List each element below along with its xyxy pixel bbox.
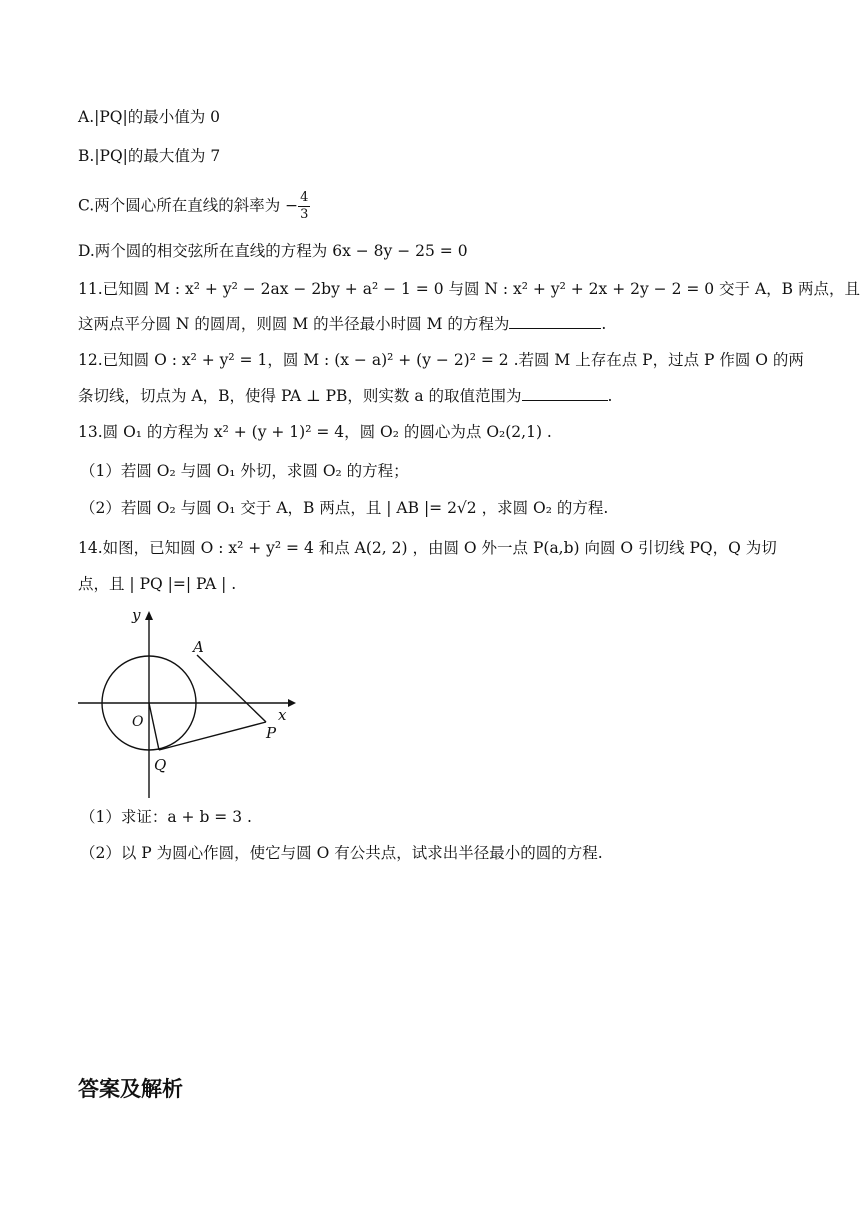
answer-blank[interactable] xyxy=(509,328,601,329)
q14-part2: （2）以 P 为圆心作圆，使它与圆 O 有公共点，试求出半径最小的圆的方程. xyxy=(80,844,603,862)
q12-line2-text: 条切线，切点为 A，B，使得 PA ⊥ PB，则实数 a 的取值范围为 xyxy=(78,387,522,405)
q13-stem: 13.圆 O₁ 的方程为 x² + (y + 1)² = 4，圆 O₂ 的圆心为点 O₂(2,1) . xyxy=(78,423,552,441)
q12-end: . xyxy=(607,387,613,405)
q11-line2-text: 这两点平分圆 N 的圆周，则圆 M 的半径最小时圆 M 的方程为 xyxy=(78,315,510,333)
option-a: A.|PQ|的最小值为 0 xyxy=(78,108,220,126)
option-b: B.|PQ|的最大值为 7 xyxy=(78,147,221,165)
q14-line2: 点，且 | PQ |=| PA | . xyxy=(78,575,237,593)
segment-oq xyxy=(149,703,159,750)
segment-pq xyxy=(159,722,266,750)
fraction-denominator: 3 xyxy=(300,207,309,222)
q11-line2 xyxy=(78,313,606,335)
x-axis-arrow xyxy=(288,699,296,707)
q13-part2: （2）若圆 O₂ 与圆 O₁ 交于 A，B 两点，且 | AB |= 2√2 ，求圆 O₂ 的方程. xyxy=(80,499,609,517)
option-d: D.两个圆的相交弦所在直线的方程为 6x − 8y − 25 = 0 xyxy=(78,242,468,260)
q12-line2 xyxy=(78,385,612,407)
option-c-text: C.两个圆心所在直线的斜率为 − xyxy=(78,196,299,215)
fraction-numerator: 4 xyxy=(300,190,309,205)
label-p: P xyxy=(266,724,277,742)
section-heading: 答案及解析 xyxy=(78,1077,183,1101)
label-a: A xyxy=(193,638,204,656)
label-y: y xyxy=(132,606,141,624)
label-o: O xyxy=(132,714,144,730)
label-x: x xyxy=(278,706,287,724)
answer-blank[interactable] xyxy=(522,400,608,401)
y-axis-arrow xyxy=(145,611,153,620)
q13-part1: （1）若圆 O₂ 与圆 O₁ 外切，求圆 O₂ 的方程； xyxy=(80,462,409,480)
q14-line1: 14.如图，已知圆 O : x² + y² = 4 和点 A(2, 2) ，由圆 O 外一点 P(a,b) 向圆 O 引切线 PQ，Q 为切 xyxy=(78,539,777,557)
q11-line1: 11.已知圆 M : x² + y² − 2ax − 2by + a² − 1 = 0 与圆 N : x² + y² + 2x + 2y − 2 = 0 交于 A，B 两点，且 xyxy=(78,280,860,298)
label-q: Q xyxy=(154,756,167,774)
segment-pa xyxy=(197,655,266,722)
option-c xyxy=(78,190,310,223)
q12-line1: 12.已知圆 O : x² + y² = 1，圆 M : (x − a)² + (y − 2)² = 2 .若圆 M 上存在点 P，过点 P 作圆 O 的两 xyxy=(78,351,804,369)
q14-part1: （1）求证：a + b = 3 . xyxy=(80,808,252,826)
fraction xyxy=(298,190,310,223)
q11-end: . xyxy=(601,315,607,333)
circle-tangent-figure xyxy=(76,604,300,800)
